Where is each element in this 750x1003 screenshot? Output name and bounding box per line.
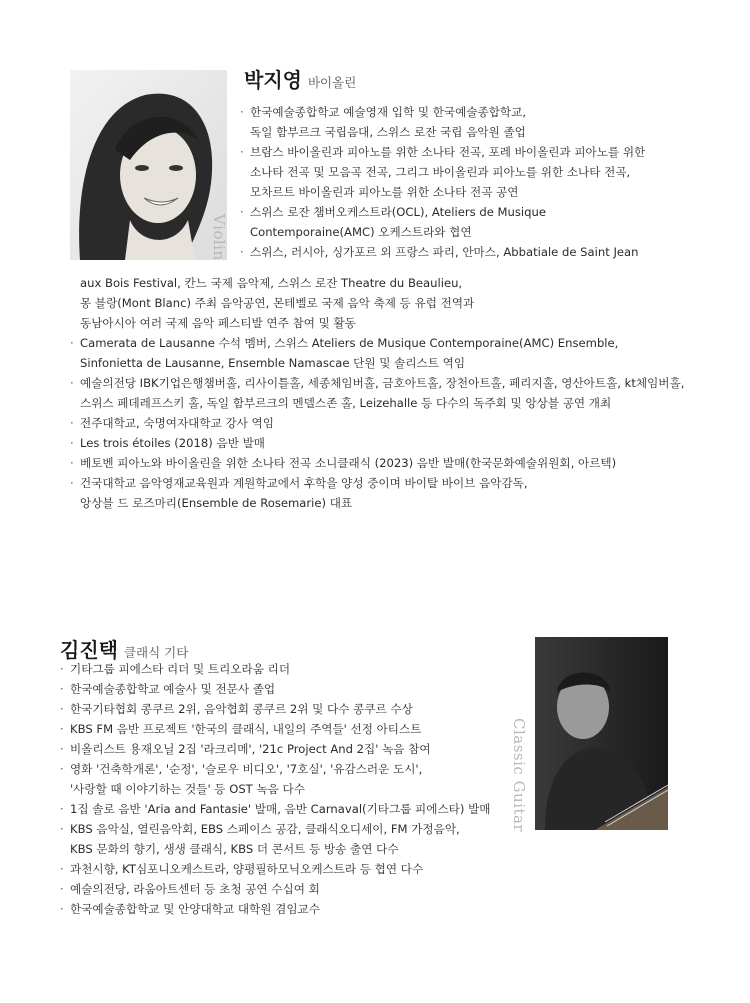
bio-item (70, 333, 684, 373)
bio-line: · 예술의전당, 라움아트센터 등 초청 공연 수십여 회 (70, 882, 320, 896)
bio-item (240, 142, 645, 202)
bio-line: · 건국대학교 음악영재교육원과 계원학교에서 후학을 양성 중이며 바이탈 바이브 음악감독, (80, 476, 528, 490)
bio-line: Sinfonietta de Lausanne, Ensemble Namascae 단원 및 솔리스트 역임 (80, 356, 466, 370)
bio-line: · 베토벤 피아노와 바이올린을 위한 소나타 전곡 소니클래식 (2023) 음반 발매(한국문화예술위원회, 아르텍) (80, 456, 617, 470)
bio-line: · 예술의전당 IBK기업은행챔버홀, 리사이틀홀, 세종체임버홀, 금호아트홀, 장천아트홀, 페리지홀, 영산아트홀, kt체임버홀, (80, 376, 685, 390)
person2-bio (60, 659, 490, 919)
bio-item (60, 799, 490, 819)
bio-line: · 과천시향, KT심포니오케스트라, 양평필하모닉오케스트라 등 협연 다수 (70, 862, 424, 876)
bio-item (60, 899, 490, 919)
bio-line: · 한국예술종합학교 예술영재 입학 및 한국예술종합학교, (250, 105, 527, 119)
bio-line: · Camerata de Lausanne 수석 멤버, 스위스 Ateliers de Musique Contemporaine(AMC) Ensemble, (80, 336, 619, 350)
bio-line: 동남아시아 여러 국제 음악 페스티발 연주 참여 및 활동 (80, 316, 356, 330)
bio-item (70, 373, 684, 413)
bio-line: · 스위스, 러시아, 싱가포르 외 프랑스 파리, 안마스, Abbatiale de Saint Jean (250, 245, 639, 259)
bio-item (60, 659, 490, 679)
bio-line: '사랑할 때 이야기하는 것들' 등 OST 녹음 다수 (70, 782, 305, 796)
bio-line: 스위스 페데레프스키 홀, 독일 함부르크의 멘델스존 홀, Leizehalle 등 다수의 독주회 및 앙상블 공연 개최 (80, 396, 612, 410)
bio-line: · 한국기타협회 콩쿠르 2위, 음악협회 콩쿠르 2위 및 다수 콩쿠르 수상 (70, 702, 413, 716)
bio-line: · 한국예술종합학교 및 안양대학교 대학원 겸임교수 (70, 902, 320, 916)
violinist-portrait (70, 70, 227, 260)
bio-line: aux Bois Festival, 칸느 국제 음악제, 스위스 로잔 Theatre du Beaulieu, (80, 276, 463, 290)
bio-line: 소나타 전곡 및 모음곡 전곡, 그리그 바이올린과 피아노를 위한 소나타 전곡, (250, 165, 631, 179)
bio-item (60, 819, 490, 859)
bio-line: · 1집 솔로 음반 'Aria and Fantasie' 발매, 음반 Carnaval(기타그룹 피에스타) 발매 (70, 802, 491, 816)
person1-name-text: 박지영 (244, 68, 302, 92)
bio-line: Contemporaine(AMC) 오케스트라와 협연 (250, 225, 472, 239)
person2-name-text: 김진택 (60, 638, 118, 662)
bio-item (60, 739, 490, 759)
guitarist-portrait (535, 637, 668, 830)
bio-line: · 전주대학교, 숙명여자대학교 강사 역임 (80, 416, 274, 430)
bio-line: · 한국예술종합학교 예술사 및 전문사 졸업 (70, 682, 276, 696)
bio-line: 독일 함부르크 국립음대, 스위스 로잔 국립 음악원 졸업 (250, 125, 526, 139)
bio-item (240, 242, 645, 262)
bio-item (60, 759, 490, 799)
bio-item (240, 102, 645, 142)
person2-role: 클래식 기타 (123, 645, 189, 660)
bio-item (70, 453, 684, 473)
bio-line: · 영화 '건축학개론', '순정', '슬로우 비디오', '7호실', '유감스러운 도시', (70, 762, 423, 776)
person1-name (244, 64, 356, 93)
bio-line: · 기타그룹 피에스타 리더 및 트리오라움 리더 (70, 662, 291, 676)
person1-bio-top (240, 102, 645, 262)
person1-role: 바이올린 (307, 75, 357, 90)
bio-line: · 브람스 바이올린과 피아노를 위한 소나타 전곡, 포레 바이올린과 피아노를 위한 (250, 145, 646, 159)
bio-item (60, 719, 490, 739)
person1-bio-bottom (70, 273, 684, 513)
bio-item (70, 273, 684, 333)
bio-item (240, 202, 645, 242)
bio-line: · Les trois étoiles (2018) 음반 발매 (80, 436, 266, 450)
bio-item (60, 859, 490, 879)
bio-item (60, 699, 490, 719)
bio-line: · 스위스 로잔 챔버오케스트라(OCL), Ateliers de Musique (250, 205, 546, 219)
photo-label-guitar: Classic Guitar (510, 718, 528, 833)
bio-item (70, 413, 684, 433)
bio-item (60, 679, 490, 699)
bio-line: 앙상블 드 로즈마리(Ensemble de Rosemarie) 대표 (80, 496, 353, 510)
photo-label-violin: Violin (210, 214, 228, 261)
bio-item (60, 879, 490, 899)
bio-line: 모차르트 바이올린과 피아노를 위한 소나타 전곡 공연 (250, 185, 519, 199)
bio-line: · KBS 음악실, 열린음악회, EBS 스페이스 공감, 클래식오디세이, FM 가정음악, (70, 822, 460, 836)
bio-line: 몽 블랑(Mont Blanc) 주최 음악공연, 몬테벨로 국제 음악 축제 등 유럽 전역과 (80, 296, 475, 310)
bio-line: · KBS FM 음반 프로젝트 '한국의 클래식, 내일의 주역들' 선정 아티스트 (70, 722, 422, 736)
bio-item (70, 473, 684, 513)
bio-line: · 비올리스트 용재오닐 2집 '라크리메', '21c Project And 2집' 녹음 참여 (70, 742, 431, 756)
bio-line: KBS 문화의 향기, 생생 클래식, KBS 더 콘서트 등 방송 출연 다수 (70, 842, 399, 856)
bio-item (70, 433, 684, 453)
